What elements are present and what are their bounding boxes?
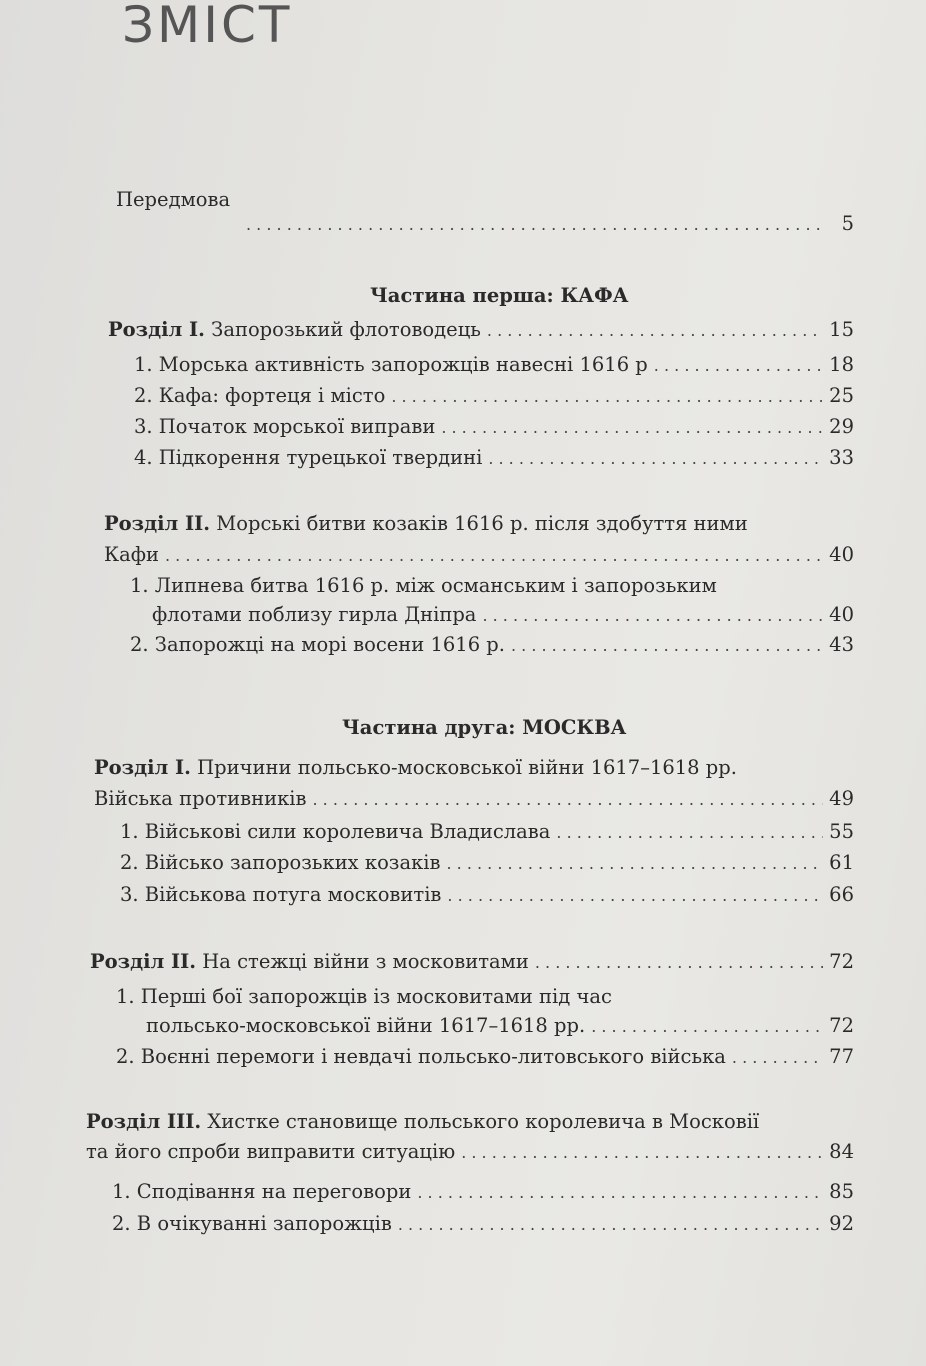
chapter-title: Війська противників: [94, 787, 307, 810]
leader-dots: [556, 823, 823, 842]
page-number: 40: [829, 543, 854, 566]
leader-dots: [461, 1143, 823, 1162]
toc-entry-chapter[interactable]: [94, 787, 854, 810]
page-number: 77: [829, 1045, 854, 1068]
page-number: 18: [829, 353, 854, 376]
page-title: ЗМІСТ: [122, 0, 293, 54]
leader-dots: [417, 1183, 823, 1202]
toc-entry-section[interactable]: [146, 1014, 854, 1037]
leader-dots: [487, 321, 823, 340]
leader-dots: [488, 449, 823, 468]
leader-dots: [446, 854, 823, 873]
part-title: Частина перша: КАФА: [370, 284, 629, 307]
toc-entry-chapter[interactable]: [108, 318, 854, 341]
chapter-title: Причини польсько-московської війни 1617–1618 рр.: [197, 756, 737, 779]
leader-dots: [654, 356, 823, 375]
section-title: 3. Початок морської виправи: [134, 415, 436, 438]
toc-entry-preface-title[interactable]: Передмова: [116, 188, 231, 211]
leader-dots: [535, 953, 823, 972]
section-title: польсько-московської війни 1617–1618 рр.: [146, 1014, 586, 1037]
leader-dots: [246, 215, 824, 234]
chapter-title: та його спроби виправити ситуацію: [86, 1140, 456, 1163]
toc-entry-section[interactable]: [112, 1180, 854, 1203]
page-number: 29: [829, 415, 854, 438]
leader-dots: [591, 1017, 823, 1036]
leader-dots: [165, 546, 823, 565]
page-number: 85: [829, 1180, 854, 1203]
toc-entry-section[interactable]: [130, 633, 854, 656]
toc-entry-section[interactable]: [134, 353, 854, 376]
chapter-title: Запорозький флотоводець: [211, 318, 481, 341]
leader-dots: [447, 886, 823, 905]
toc-entry-section[interactable]: [152, 603, 854, 626]
leader-dots: [511, 636, 823, 655]
page-number: 5: [841, 212, 854, 235]
section-title: 1. Морська активність запорожців навесні 1616 р: [134, 353, 648, 376]
page-number: 55: [829, 820, 854, 843]
section-title: 2. В очікуванні запорожців: [112, 1212, 392, 1235]
toc-entry-section[interactable]: [116, 1045, 854, 1068]
leader-dots: [398, 1215, 823, 1234]
page-number: 61: [829, 851, 854, 874]
page-number: 72: [829, 1014, 854, 1037]
section-title: 3. Військова потуга московитів: [120, 883, 442, 906]
page-number: 72: [829, 950, 854, 973]
page-number: 43: [829, 633, 854, 656]
chapter-label: Розділ ІІІ.: [86, 1110, 202, 1133]
chapter-label: Розділ ІІ.: [90, 950, 197, 973]
leader-dots: [441, 418, 823, 437]
section-title: 2. Військо запорозьких козаків: [120, 851, 441, 874]
toc-entry-chapter[interactable]: [86, 1140, 854, 1163]
toc-entry-section[interactable]: [120, 820, 854, 843]
section-title: 2. Воєнні перемоги і невдачі польсько-литовського війська: [116, 1045, 726, 1068]
section-title: флотами поблизу гирла Дніпра: [152, 603, 477, 626]
page-number: 40: [829, 603, 854, 626]
leader-dots: [732, 1048, 823, 1067]
toc-entry-chapter[interactable]: [90, 950, 854, 973]
section-title: 4. Підкорення турецької твердині: [134, 446, 483, 469]
toc-entry-section[interactable]: [134, 384, 854, 407]
chapter-title: Морські битви козаків 1616 р. після здобуття ними: [216, 512, 748, 535]
chapter-label: Розділ ІІ.: [104, 512, 211, 535]
page-number: 84: [829, 1140, 854, 1163]
toc-entry-section[interactable]: [112, 1212, 854, 1235]
page-number: 66: [829, 883, 854, 906]
part-title: Частина друга: МОСКВА: [342, 716, 627, 739]
page-number: 33: [829, 446, 854, 469]
page-number: 25: [829, 384, 854, 407]
chapter-label: Розділ І.: [108, 318, 205, 341]
toc-entry-section[interactable]: [134, 415, 854, 438]
page-number: 49: [829, 787, 854, 810]
toc-entry-chapter[interactable]: [104, 543, 854, 566]
page-number: 15: [829, 318, 854, 341]
section-title: 1. Сподівання на переговори: [112, 1180, 412, 1203]
chapter-title: Кафи: [104, 543, 159, 566]
toc-entry-section[interactable]: [120, 851, 854, 874]
page-number: 92: [829, 1212, 854, 1235]
leader-dots: [391, 387, 823, 406]
leader-dots: [313, 790, 824, 809]
chapter-title-line1[interactable]: [104, 512, 748, 535]
leader-dots: [482, 606, 823, 625]
section-title: 2. Запорожці на морі восени 1616 р.: [130, 633, 505, 656]
section-title: 2. Кафа: фортеця і місто: [134, 384, 386, 407]
section-title-line1[interactable]: 1. Перші бої запорожців із московитами під час: [116, 985, 612, 1008]
chapter-title: Хистке становище польського королевича в Московії: [207, 1110, 760, 1133]
toc-entry-section[interactable]: [120, 883, 854, 906]
section-title: 1. Військові сили королевича Владислава: [120, 820, 551, 843]
section-title-line1[interactable]: 1. Липнева битва 1616 р. між османським і запорозьким: [130, 574, 717, 597]
toc-entry-preface[interactable]: [240, 212, 854, 235]
chapter-title-line1[interactable]: [94, 756, 737, 779]
chapter-title-line1[interactable]: [86, 1110, 759, 1133]
toc-entry-section[interactable]: [134, 446, 854, 469]
chapter-title: На стежці війни з московитами: [202, 950, 529, 973]
chapter-label: Розділ І.: [94, 756, 191, 779]
